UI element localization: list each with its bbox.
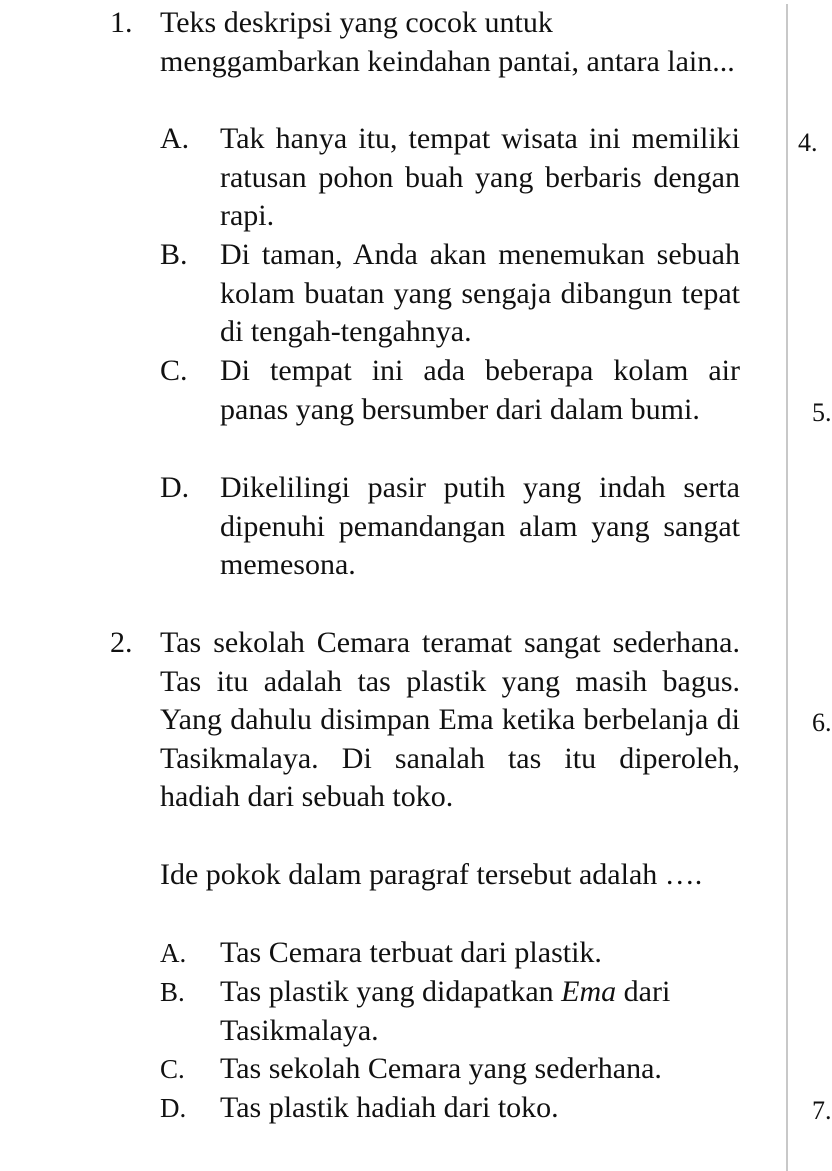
question-stem: Teks deskripsi yang cocok untuk menggambarkan keindahan pantai, antara lain... (160, 6, 735, 78)
right-question-number: 7. (812, 1096, 832, 1125)
right-question-number: 4. (798, 128, 818, 157)
column-divider (786, 4, 788, 1171)
option-text: Di taman, Anda akan menemukan sebuah kolam buatan yang sengaja dibangun tepat di tengah-tengahnya. (220, 238, 740, 348)
option-text: Tas Cemara terbuat dari plastik. (220, 936, 602, 969)
option-letter: D. (160, 1093, 187, 1123)
question-prompt: Ide pokok dalam paragraf tersebut adalah …. (160, 858, 703, 891)
option-text: Dikelilingi pasir putih yang indah serta dipenuhi pemandangan alam yang sangat memesona. (220, 471, 740, 581)
option-letter: D. (160, 471, 190, 504)
option-text (220, 973, 740, 1050)
question-number: 2. (110, 626, 133, 659)
option-letter: A. (160, 938, 187, 968)
option-letter: B. (160, 238, 188, 271)
option-text-part: dari Tasikmalaya. (220, 975, 671, 1047)
option-text: Tas sekolah Cemara yang sederhana. (220, 1052, 662, 1085)
option-text-part: Tas plastik yang didapatkan (220, 975, 562, 1008)
option-text: Tas plastik hadiah dari toko. (220, 1091, 559, 1124)
option-letter: B. (160, 977, 185, 1007)
question-number: 1. (110, 6, 133, 39)
option-text-italic: Ema (561, 975, 617, 1008)
option-letter: C. (160, 1054, 185, 1084)
option-text: Di tempat ini ada beberapa kolam air panas yang bersumber dari dalam bumi. (220, 354, 740, 426)
right-question-number: 6. (812, 708, 832, 737)
option-text: Tak hanya itu, tempat wisata ini memiliki ratusan pohon buah yang berbaris dengan rapi. (220, 122, 740, 232)
option-letter: A. (160, 122, 190, 155)
right-question-number: 5. (812, 398, 832, 427)
question-stem: Tas sekolah Cemara teramat sangat sederhana. Tas itu adalah tas plastik yang masih bagus. Yang dahulu disimpan Ema ketika berbelanja di Tasikmalaya. Di sanalah tas itu diperoleh, hadiah dari sebuah toko. (160, 626, 740, 813)
option-letter: C. (160, 354, 188, 387)
